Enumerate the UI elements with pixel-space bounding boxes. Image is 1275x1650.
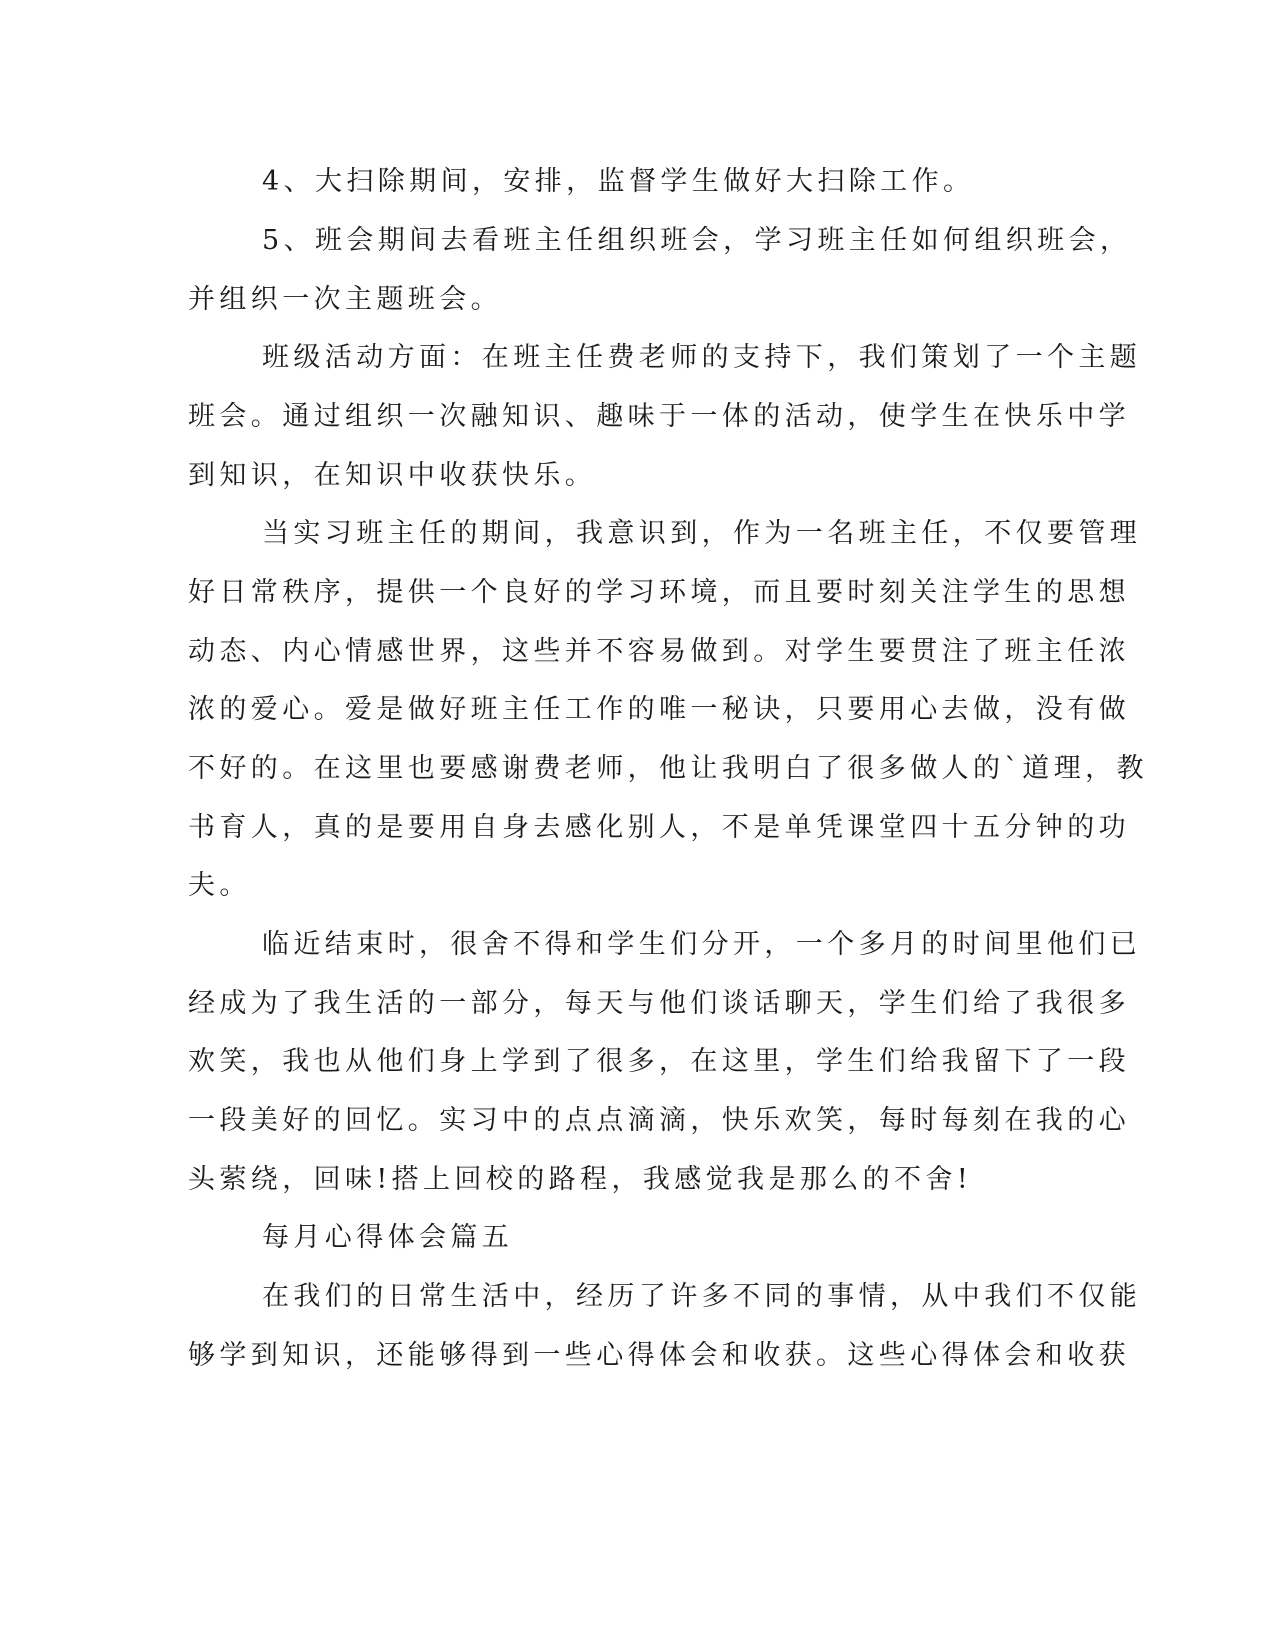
text-line-5: 班会。通过组织一次融知识、趣味于一体的活动，使学生在快乐中学 <box>188 401 1130 432</box>
text-line-6: 到知识，在知识中收获快乐。 <box>188 460 597 491</box>
text-line-13: 夫。 <box>188 870 251 901</box>
text-line-10: 浓的爱心。爱是做好班主任工作的唯一秘诀，只要用心去做，没有做 <box>188 694 1130 725</box>
text-line-12: 书育人，真的是要用自身去感化别人，不是单凭课堂四十五分钟的功 <box>188 812 1130 843</box>
text-line-7: 当实习班主任的期间，我意识到，作为一名班主任，不仅要管理 <box>262 518 1142 549</box>
text-line-16: 欢笑，我也从他们身上学到了很多，在这里，学生们给我留下了一段 <box>188 1046 1130 1077</box>
text-line-8: 好日常秩序，提供一个良好的学习环境，而且要时刻关注学生的思想 <box>188 577 1130 608</box>
section-heading: 每月心得体会篇五 <box>262 1222 514 1253</box>
text-line-4: 班级活动方面：在班主任费老师的支持下，我们策划了一个主题 <box>262 342 1142 373</box>
text-line-14: 临近结束时，很舍不得和学生们分开，一个多月的时间里他们已 <box>262 929 1142 960</box>
text-line-11: 不好的。在这里也要感谢费老师，他让我明白了很多做人的`道理，教 <box>188 753 1148 784</box>
text-line-2: 5、班会期间去看班主任组织班会，学习班主任如何组织班会， <box>262 225 1132 256</box>
text-line-1: 4、大扫除期间，安排，监督学生做好大扫除工作。 <box>262 166 975 197</box>
text-line-20: 在我们的日常生活中，经历了许多不同的事情，从中我们不仅能 <box>262 1281 1142 1312</box>
text-line-21: 够学到知识，还能够得到一些心得体会和收获。这些心得体会和收获 <box>188 1340 1130 1371</box>
text-line-15: 经成为了我生活的一部分，每天与他们谈话聊天，学生们给了我很多 <box>188 988 1130 1019</box>
text-line-18: 头萦绕，回味!搭上回校的路程，我感觉我是那么的不舍! <box>188 1164 973 1195</box>
text-line-9: 动态、内心情感世界，这些并不容易做到。对学生要贯注了班主任浓 <box>188 636 1130 667</box>
text-line-17: 一段美好的回忆。实习中的点点滴滴，快乐欢笑，每时每刻在我的心 <box>188 1105 1130 1136</box>
text-line-3: 并组织一次主题班会。 <box>188 284 502 315</box>
